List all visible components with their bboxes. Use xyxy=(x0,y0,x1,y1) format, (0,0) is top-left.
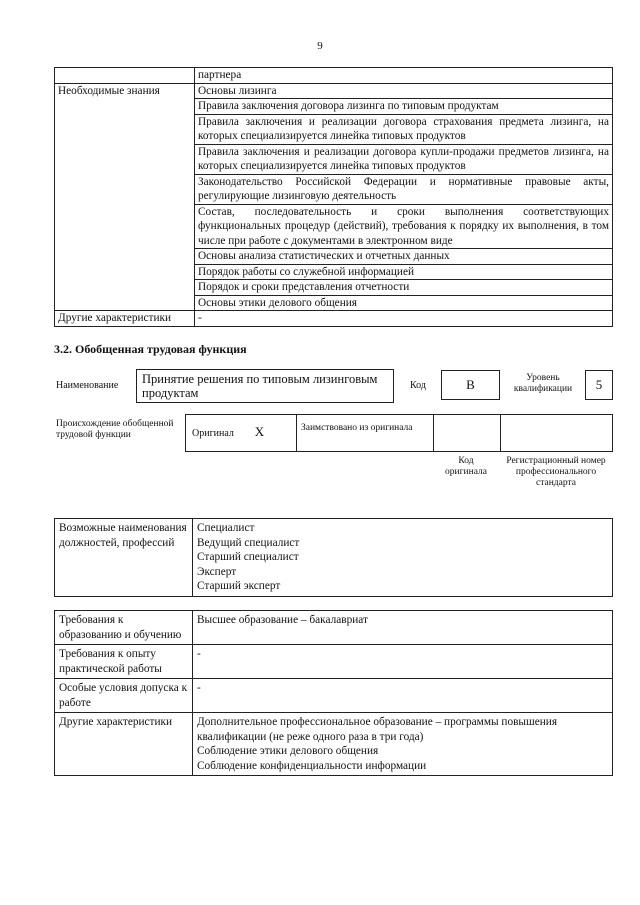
code-original-caption: Код оригинала xyxy=(445,456,487,477)
positions-label: Возможные наименования должностей, профессий xyxy=(55,519,193,597)
positions-list-cell xyxy=(193,519,613,597)
original-cell xyxy=(186,415,297,452)
requirement-label: Требования к опыту практической работы xyxy=(55,645,193,679)
position-item: Ведущий специалист xyxy=(197,536,300,549)
position-item: Специалист xyxy=(197,522,255,534)
level-value: 5 xyxy=(595,377,603,392)
requirement-label: Особые условия допуска к работе xyxy=(55,679,193,713)
original-label: Оригинал xyxy=(192,427,234,439)
table-row xyxy=(55,713,613,776)
table-cell-empty xyxy=(55,68,195,84)
borrowed-label: Заимствовано из оригинала xyxy=(301,423,413,433)
origin-table xyxy=(185,414,613,452)
level-label: Уровень квалификации xyxy=(513,373,573,394)
reg-number-caption: Регистрационный номер профессионального стандарта xyxy=(506,456,606,488)
positions-table xyxy=(54,518,613,597)
requirement-label: Другие характеристики xyxy=(55,713,193,776)
section-heading: 3.2. Обобщенная трудовая функция xyxy=(54,342,247,356)
level-value-box xyxy=(585,370,613,400)
knowledge-item: Порядок работы со служебной информацией xyxy=(195,264,613,280)
name-value: Принятие решения по типовым лизинговым продуктам xyxy=(142,372,378,400)
name-label: Наименование xyxy=(56,380,119,391)
table-row xyxy=(55,68,613,84)
requirement-value: - xyxy=(193,645,613,679)
knowledge-item: Основы лизинга xyxy=(195,83,613,99)
table-row xyxy=(186,415,613,452)
other-characteristics-label: Другие характеристики xyxy=(55,311,195,327)
requirement-value: - xyxy=(193,679,613,713)
knowledge-item: Правила заключения и реализации договора страхования предмета лизинга, на которых специализируется линейка типовых продуктов xyxy=(195,114,613,144)
table-row xyxy=(55,611,613,645)
table-cell: партнера xyxy=(195,68,613,84)
requirement-value: Дополнительное профессиональное образование – программы повышения квалификации (не реже одного раза в три года) xyxy=(197,716,558,743)
requirement-value: Соблюдение конфиденциальности информации xyxy=(197,759,427,772)
requirement-label: Требования к образованию и обучению xyxy=(55,611,193,645)
table-row xyxy=(55,311,613,327)
other-characteristics-value: - xyxy=(195,311,613,327)
knowledge-item: Порядок и сроки представления отчетности xyxy=(195,280,613,296)
knowledge-item: Основы этики делового общения xyxy=(195,295,613,311)
code-value: B xyxy=(466,377,475,392)
page-number: 9 xyxy=(317,40,323,52)
origin-label: Происхождение обобщенной трудовой функции xyxy=(56,419,174,440)
original-mark: X xyxy=(254,423,265,439)
table-row xyxy=(55,83,613,99)
knowledge-item: Правила заключения договора лизинга по типовым продуктам xyxy=(195,99,613,115)
requirement-value: Соблюдение этики делового общения xyxy=(197,745,379,757)
table-row xyxy=(55,645,613,679)
requirements-table xyxy=(54,610,613,776)
position-item: Старший специалист xyxy=(197,551,299,563)
reg-number-cell xyxy=(501,415,613,452)
name-value-box xyxy=(136,369,394,403)
table-row xyxy=(55,679,613,713)
knowledge-item: Состав, последовательность и сроки выполнения соответствующих функциональных процедур (действий), требования к порядку их выполнения, в том числе при работе с документами в электронном виде xyxy=(195,204,613,249)
code-label: Код xyxy=(410,380,426,391)
knowledge-item: Правила заключения и реализации договора купли-продажи предметов лизинга, на которых специализируется линейка типовых продуктов xyxy=(195,144,613,174)
requirement-value: Высшее образование – бакалавриат xyxy=(193,611,613,645)
position-item: Старший эксперт xyxy=(197,580,281,592)
position-item: Эксперт xyxy=(197,565,237,578)
knowledge-item: Законодательство Российской Федерации и нормативные правовые акты, регулирующие лизинговую деятельность xyxy=(195,174,613,204)
knowledge-item: Основы анализа статистических и отчетных данных xyxy=(195,249,613,265)
code-value-box xyxy=(441,370,500,400)
code-original-cell xyxy=(434,415,501,452)
knowledge-label: Необходимые знания xyxy=(55,83,195,311)
table-row xyxy=(55,519,613,597)
requirement-values-cell xyxy=(193,713,613,776)
knowledge-table xyxy=(54,67,613,327)
borrowed-cell xyxy=(297,415,434,452)
